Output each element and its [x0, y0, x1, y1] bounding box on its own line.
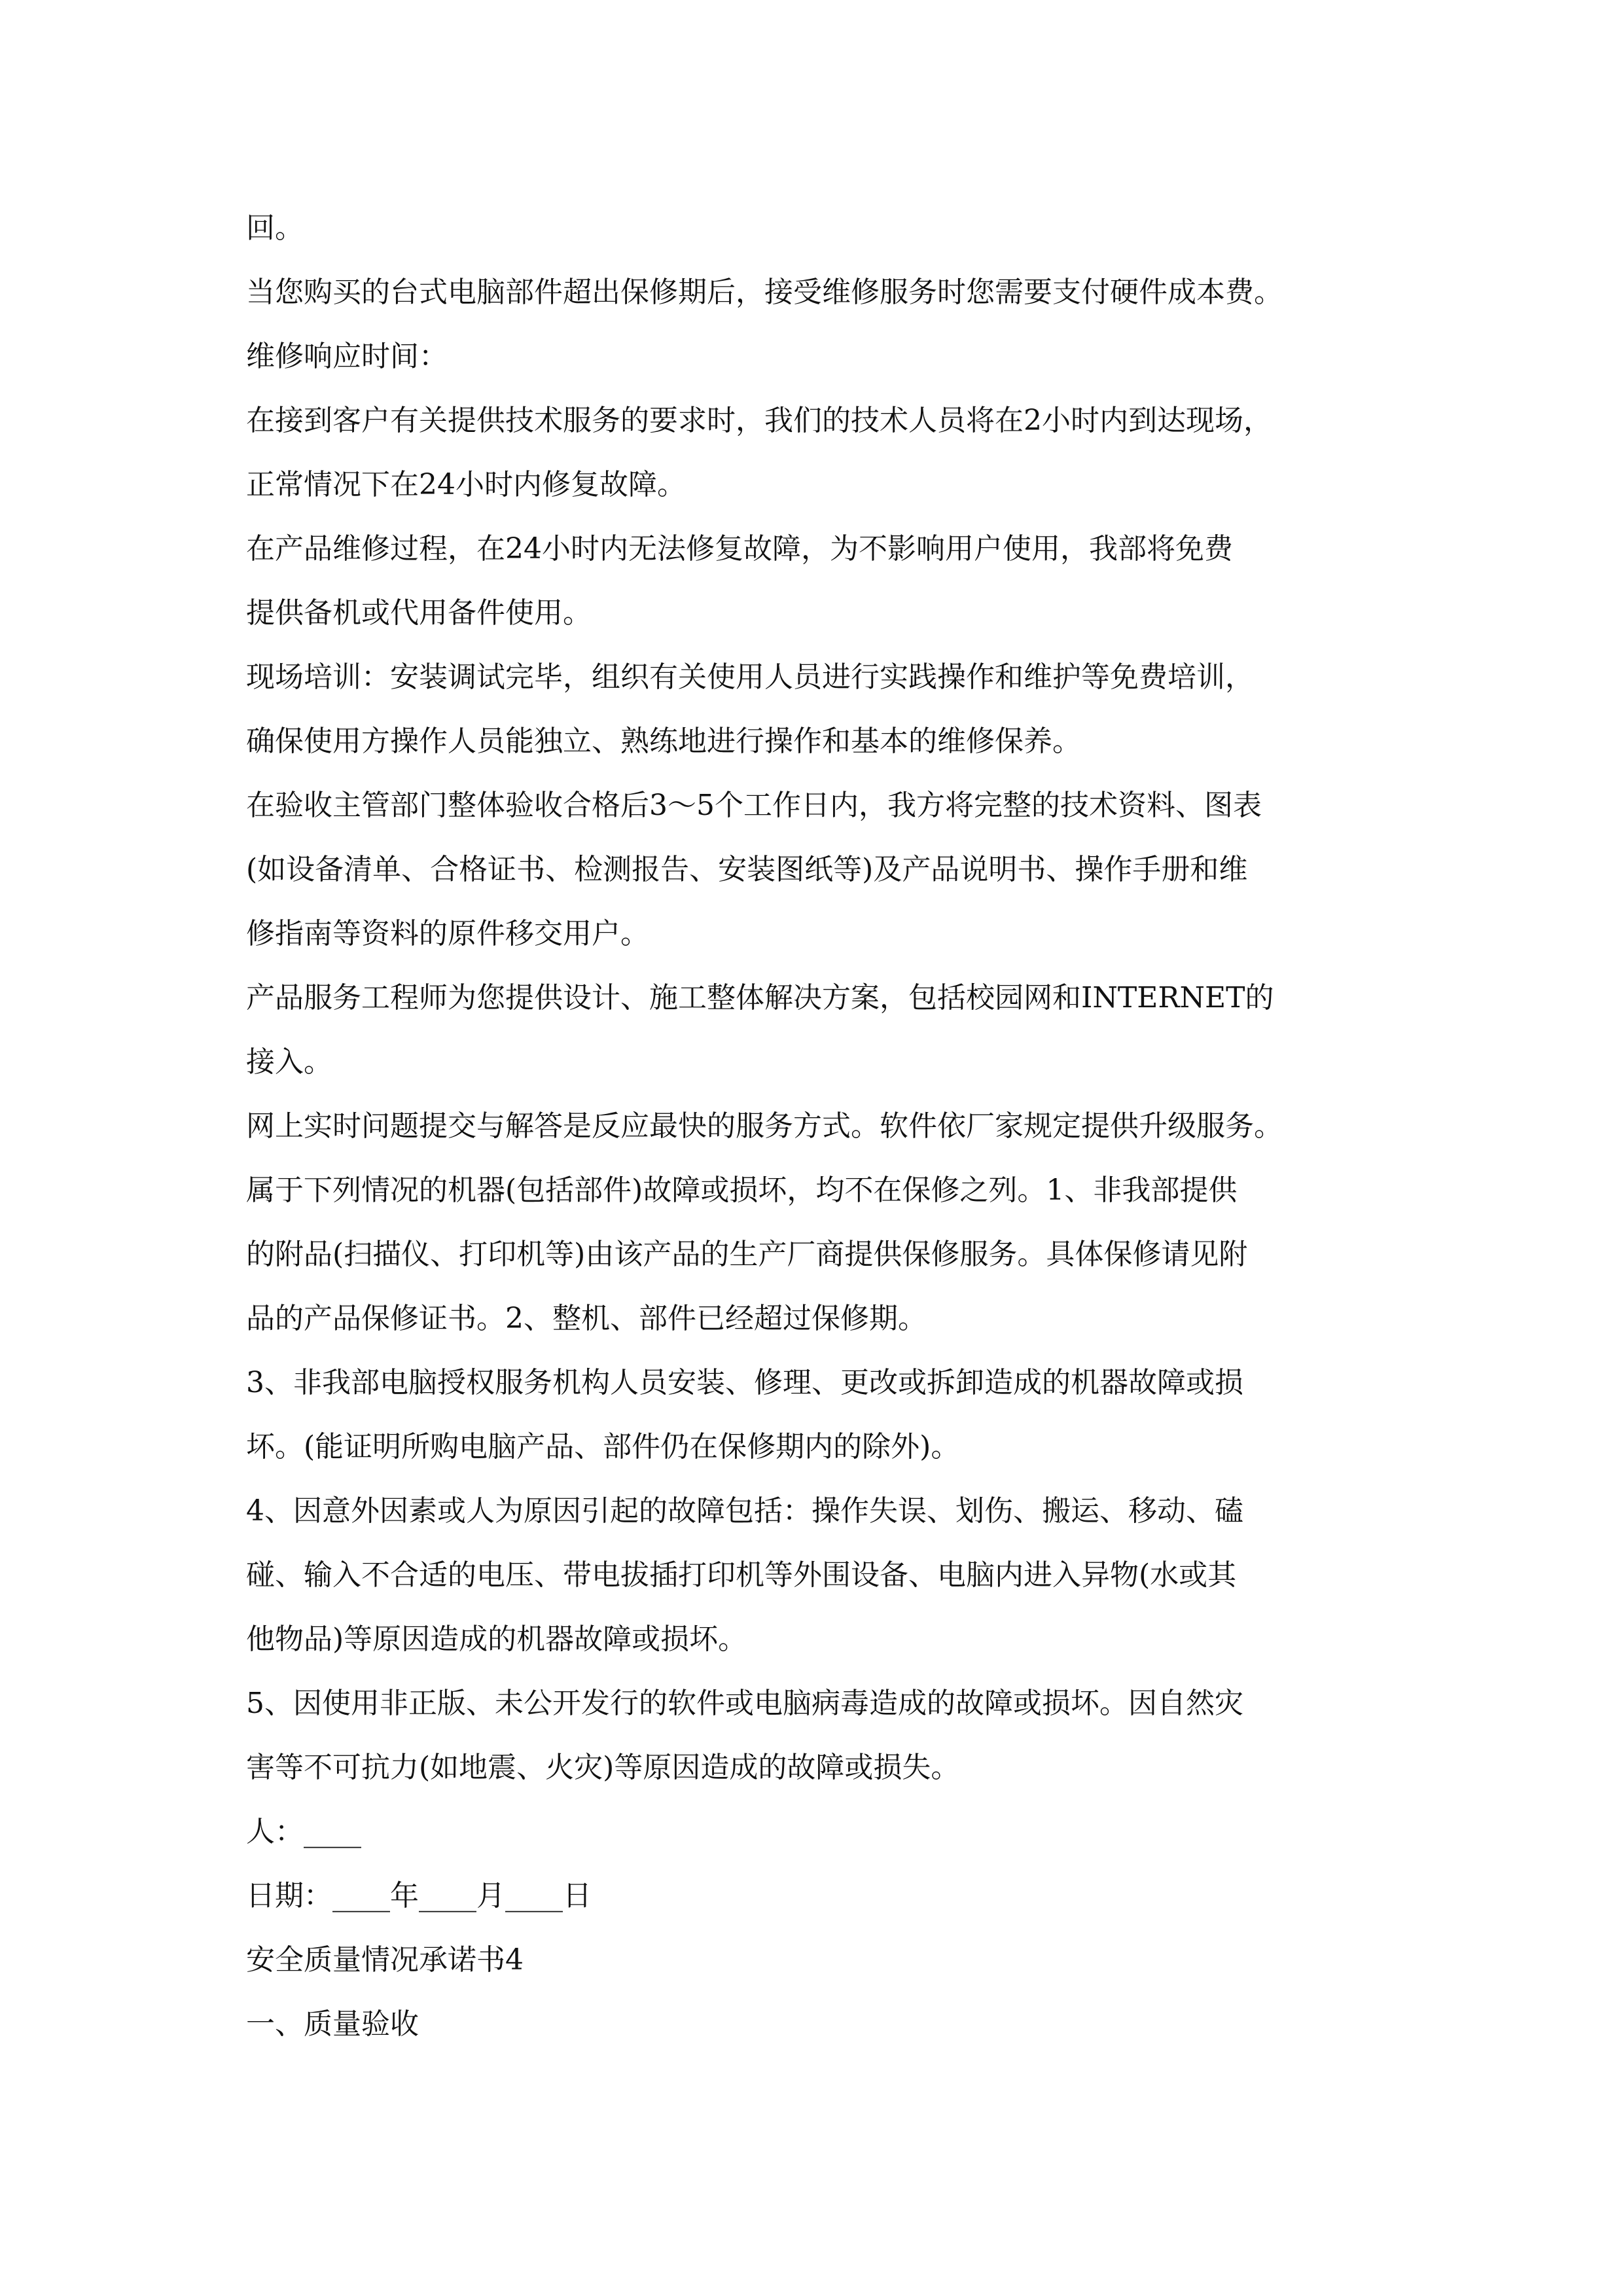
text-line: 在产品维修过程，在24小时内无法修复故障，为不影响用户使用，我部将免费	[246, 532, 1233, 565]
text-line: 维修响应时间：	[246, 340, 448, 373]
text-line: 正常情况下在24小时内修复故障。	[246, 468, 686, 501]
text-line: 属于下列情况的机器(包括部件)故障或损坏，均不在保修之列。1、非我部提供	[246, 1174, 1238, 1207]
text-line: 3、非我部电脑授权服务机构人员安装、修理、更改或拆卸造成的机器故障或损	[246, 1366, 1243, 1399]
text-line: 他物品)等原因造成的机器故障或损坏。	[246, 1623, 747, 1656]
text-line: 现场培训：安装调试完毕，组织有关使用人员进行实践操作和维护等免费培训，	[246, 660, 1254, 694]
text-line: 接入。	[246, 1045, 332, 1079]
signature-line: 人：____	[246, 1815, 361, 1848]
text-line: 提供备机或代用备件使用。	[246, 596, 592, 630]
section-heading: 一、质量验收	[246, 2007, 419, 2041]
text-line: 坏。(能证明所购电脑产品、部件仍在保修期内的除外)。	[246, 1430, 960, 1463]
text-line: 在接到客户有关提供技术服务的要求时，我们的技术人员将在2小时内到达现场，	[246, 404, 1272, 437]
text-line: 当您购买的台式电脑部件超出保修期后，接受维修服务时您需要支付硬件成本费。	[246, 276, 1283, 309]
text-line: 4、因意外因素或人为原因引起的故障包括：操作失误、划伤、搬运、移动、磕	[246, 1494, 1243, 1528]
document-body	[246, 196, 1398, 2056]
text-line: 的附品(扫描仪、打印机等)由该产品的生产厂商提供保修服务。具体保修请见附	[246, 1238, 1248, 1271]
text-line: 品的产品保修证书。2、整机、部件已经超过保修期。	[246, 1302, 927, 1335]
section-title: 安全质量情况承诺书4	[246, 1943, 524, 1977]
text-line: 害等不可抗力(如地震、火灾)等原因造成的故障或损失。	[246, 1751, 960, 1784]
text-line: 产品服务工程师为您提供设计、施工整体解决方案，包括校园网和INTERNET的	[246, 981, 1274, 1014]
text-line: 5、因使用非正版、未公开发行的软件或电脑病毒造成的故障或损坏。因自然灾	[246, 1687, 1243, 1720]
text-line: 确保使用方操作人员能独立、熟练地进行操作和基本的维修保养。	[246, 725, 1081, 758]
text-line: 网上实时问题提交与解答是反应最快的服务方式。软件依厂家规定提供升级服务。	[246, 1109, 1283, 1143]
date-line: 日期：____年____月____日	[246, 1879, 592, 1912]
text-line: 在验收主管部门整体验收合格后3～5个工作日内，我方将完整的技术资料、图表	[246, 789, 1262, 822]
text-line: 回。	[246, 211, 304, 245]
text-line: 修指南等资料的原件移交用户。	[246, 917, 649, 950]
text-line: (如设备清单、合格证书、检测报告、安装图纸等)及产品说明书、操作手册和维	[246, 853, 1248, 886]
text-line: 碰、输入不合适的电压、带电拔插打印机等外围设备、电脑内进入异物(水或其	[246, 1558, 1237, 1592]
